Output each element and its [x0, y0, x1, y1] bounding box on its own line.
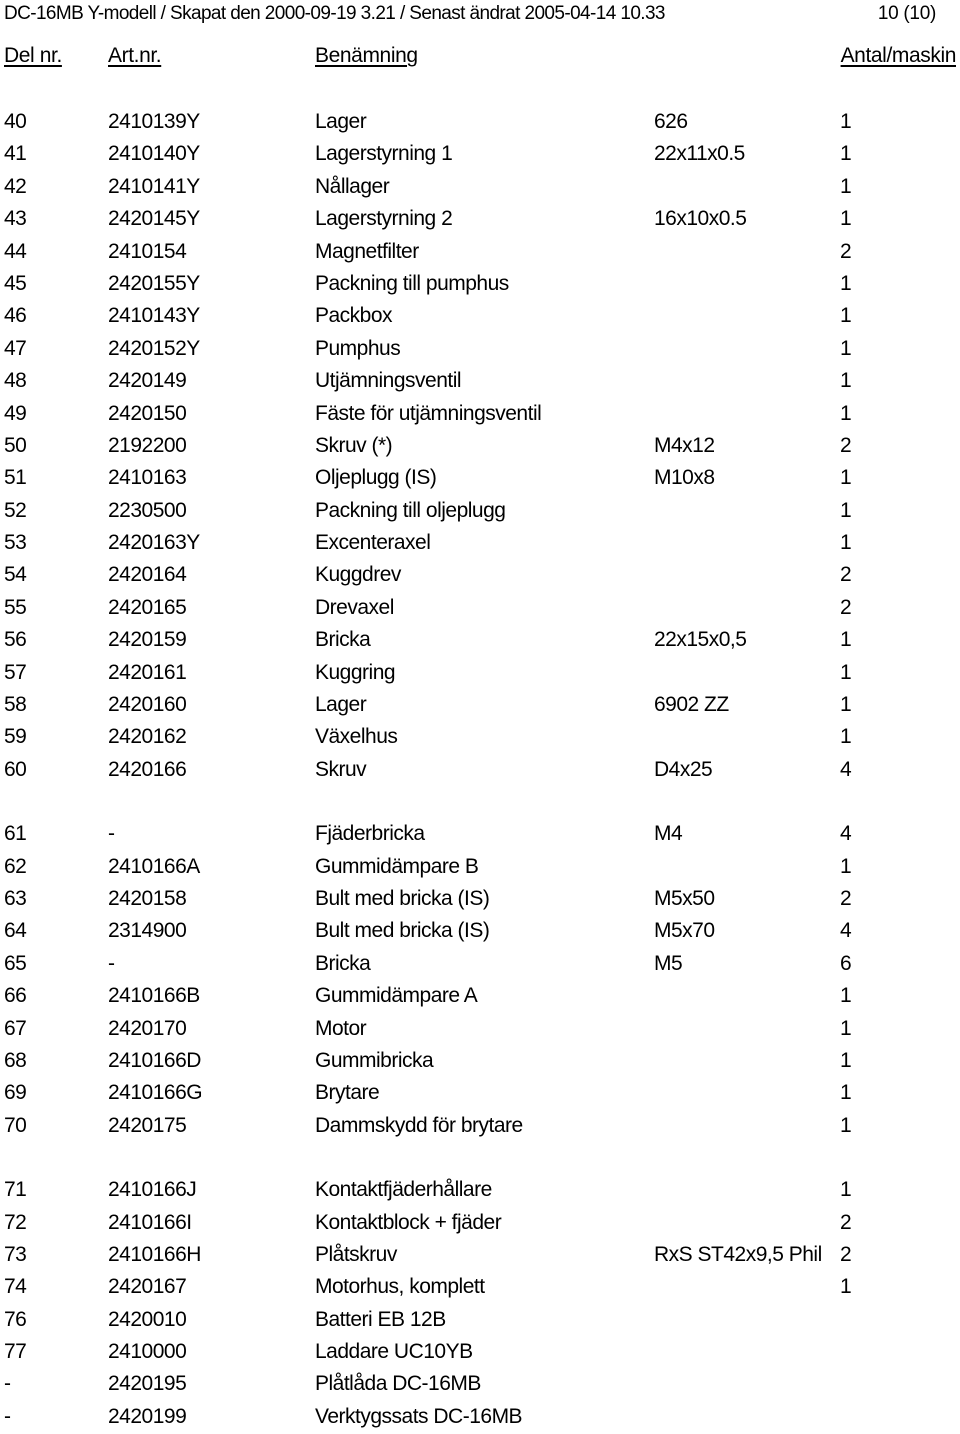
part-number: 48 [4, 369, 27, 393]
part-number: 64 [4, 919, 27, 943]
article-number: 2410143Y [108, 304, 200, 328]
table-row [0, 690, 960, 722]
part-name: Bult med bricka (IS) [315, 886, 490, 910]
article-number: 2192200 [108, 433, 187, 457]
part-number: - [4, 1404, 11, 1428]
article-number: 2410139Y [108, 110, 200, 133]
table-row [0, 625, 960, 657]
part-number: 49 [4, 401, 27, 425]
part-name: Skruv (*) [315, 433, 393, 457]
quantity: 1 [840, 531, 852, 555]
article-number: 2420158 [108, 886, 187, 910]
table-row [0, 1337, 960, 1369]
table-row [0, 1305, 960, 1337]
quantity: 6 [840, 951, 852, 975]
part-name: Kontaktblock + fjäder [315, 1210, 502, 1234]
part-dimension: 6902 ZZ [654, 693, 729, 717]
table-row [0, 1240, 960, 1272]
part-name: Verktygssats DC-16MB [315, 1404, 523, 1428]
part-number: 71 [4, 1178, 27, 1202]
article-number: 2420175 [108, 1113, 187, 1137]
quantity: 1 [840, 401, 852, 425]
part-number: 68 [4, 1048, 27, 1072]
part-name: Utjämningsventil [315, 369, 462, 393]
part-name: Gummidämpare A [315, 984, 478, 1008]
quantity: 1 [840, 174, 852, 198]
part-name: Bricka [315, 628, 371, 652]
part-dimension: 22x15x0,5 [654, 628, 747, 652]
article-number: 2420167 [108, 1275, 187, 1299]
quantity: 1 [840, 628, 852, 652]
part-dimension: 626 [654, 110, 688, 133]
article-number: 2410166H [108, 1242, 201, 1266]
quantity: 1 [840, 336, 852, 360]
table-row [0, 1208, 960, 1240]
part-number: 56 [4, 628, 27, 652]
table-row [0, 884, 960, 916]
article-number: 2420145Y [108, 207, 200, 231]
part-name: Plåtlåda DC-16MB [315, 1372, 481, 1396]
table-row [0, 981, 960, 1013]
article-number: - [108, 822, 115, 846]
quantity: 2 [840, 1242, 852, 1266]
part-number: 63 [4, 886, 27, 910]
part-name: Motor [315, 1016, 367, 1040]
quantity: 4 [840, 919, 852, 943]
table-row [0, 916, 960, 948]
part-name: Batteri EB 12B [315, 1307, 446, 1331]
part-number: 54 [4, 563, 27, 587]
part-number: 53 [4, 531, 27, 555]
table-row [0, 593, 960, 625]
quantity: 1 [840, 1081, 852, 1105]
table-row [0, 1369, 960, 1401]
part-name: Gummibricka [315, 1048, 434, 1072]
part-name: Lager [315, 110, 367, 133]
part-dimension: 16x10x0.5 [654, 207, 747, 231]
table-row [0, 463, 960, 495]
part-number: 42 [4, 174, 27, 198]
quantity: 2 [840, 563, 852, 587]
article-number: 2230500 [108, 498, 187, 522]
part-number: 55 [4, 595, 27, 619]
part-name: Dammskydd för brytare [315, 1113, 523, 1137]
quantity: 2 [840, 1210, 852, 1234]
parts-table [0, 107, 960, 1434]
part-dimension: RxS ST42x9,5 Phil [654, 1242, 822, 1266]
part-name: Excenteraxel [315, 531, 431, 555]
quantity: 1 [840, 693, 852, 717]
quantity: 1 [840, 725, 852, 749]
quantity: 1 [840, 1016, 852, 1040]
part-number: 58 [4, 693, 27, 717]
part-dimension: M4 [654, 822, 683, 846]
quantity: 1 [840, 271, 852, 295]
part-number: 51 [4, 466, 27, 490]
part-name: Lagerstyrning 2 [315, 207, 453, 231]
article-number: 2410166G [108, 1081, 203, 1105]
article-number: 2420170 [108, 1016, 187, 1040]
page-number: 10 (10) [877, 3, 936, 24]
article-number: 2420159 [108, 628, 187, 652]
part-name: Växelhus [315, 725, 398, 749]
column-header-antal: Antal/maskin [840, 44, 956, 67]
part-name: Brytare [315, 1081, 380, 1105]
article-number: 2410163 [108, 466, 187, 490]
article-number: 2420161 [108, 660, 187, 684]
quantity: 1 [840, 369, 852, 393]
article-number: 2420010 [108, 1307, 187, 1331]
article-number: 2410166D [108, 1048, 201, 1072]
part-number: - [4, 1372, 11, 1396]
quantity: 1 [840, 984, 852, 1008]
table-row [0, 722, 960, 754]
article-number: 2410000 [108, 1340, 187, 1364]
quantity: 1 [840, 466, 852, 490]
part-name: Gummidämpare B [315, 854, 479, 878]
part-name: Skruv [315, 757, 367, 781]
table-row [0, 1175, 960, 1207]
column-header-benamning: Benämning [315, 44, 418, 67]
column-header-del-nr: Del nr. [4, 44, 62, 67]
quantity: 1 [840, 1178, 852, 1202]
article-number: 2420155Y [108, 271, 200, 295]
part-number: 45 [4, 271, 27, 295]
part-name: Fäste för utjämningsventil [315, 401, 542, 425]
quantity: 2 [840, 886, 852, 910]
part-name: Kuggring [315, 660, 396, 684]
part-number: 77 [4, 1340, 27, 1364]
part-dimension: M10x8 [654, 466, 715, 490]
table-row [0, 139, 960, 171]
article-number: 2410166I [108, 1210, 192, 1234]
article-number: 2410166A [108, 854, 200, 878]
part-number: 74 [4, 1275, 27, 1299]
article-number: 2410154 [108, 239, 187, 263]
article-number: 2420152Y [108, 336, 200, 360]
table-row [0, 269, 960, 301]
part-name: Bricka [315, 951, 371, 975]
article-number: 2420162 [108, 725, 187, 749]
quantity: 1 [840, 1275, 852, 1299]
part-number: 50 [4, 433, 27, 457]
part-number: 46 [4, 304, 27, 328]
table-row [0, 1014, 960, 1046]
part-name: Pumphus [315, 336, 401, 360]
part-number: 43 [4, 207, 27, 231]
quantity: 1 [840, 142, 852, 166]
part-name: Plåtskruv [315, 1242, 397, 1266]
article-number: 2420160 [108, 693, 187, 717]
quantity: 2 [840, 239, 852, 263]
quantity: 1 [840, 207, 852, 231]
part-name: Laddare UC10YB [315, 1340, 473, 1364]
article-number: 2420195 [108, 1372, 187, 1396]
table-row [0, 301, 960, 333]
part-dimension: 22x11x0.5 [654, 142, 745, 166]
part-number: 66 [4, 984, 27, 1008]
part-number: 61 [4, 822, 27, 846]
article-number: 2410166B [108, 984, 200, 1008]
part-number: 57 [4, 660, 27, 684]
table-row [0, 204, 960, 236]
part-number: 52 [4, 498, 27, 522]
part-name: Kontaktfjäderhållare [315, 1178, 492, 1202]
part-dimension: M5x70 [654, 919, 715, 943]
part-dimension: M4x12 [654, 433, 715, 457]
quantity: 1 [840, 110, 852, 133]
table-row [0, 1111, 960, 1143]
article-number: - [108, 951, 115, 975]
quantity: 1 [840, 660, 852, 684]
quantity: 1 [840, 1048, 852, 1072]
part-name: Packbox [315, 304, 393, 328]
table-row [0, 560, 960, 592]
article-number: 2410140Y [108, 142, 200, 166]
table-row [0, 1402, 960, 1434]
document-header [4, 2, 936, 26]
table-row [0, 399, 960, 431]
table-row [0, 528, 960, 560]
column-header-art-nr: Art.nr. [108, 44, 162, 67]
table-row [0, 431, 960, 463]
part-name: Bult med bricka (IS) [315, 919, 490, 943]
table-row [0, 819, 960, 851]
quantity: 2 [840, 595, 852, 619]
article-number: 2410166J [108, 1178, 197, 1202]
part-name: Packning till oljeplugg [315, 498, 506, 522]
article-number: 2314900 [108, 919, 187, 943]
part-name: Packning till pumphus [315, 271, 509, 295]
part-number: 76 [4, 1307, 27, 1331]
part-dimension: D4x25 [654, 757, 713, 781]
part-number: 72 [4, 1210, 27, 1234]
table-row [0, 172, 960, 204]
quantity: 1 [840, 854, 852, 878]
table-row [0, 107, 960, 139]
quantity: 1 [840, 498, 852, 522]
table-row [0, 334, 960, 366]
table-row [0, 1046, 960, 1078]
document-info: DC-16MB Y-modell / Skapat den 2000-09-19 3.21 / Senast ändrat 2005-04-14 10.33 [4, 3, 665, 24]
table-row [0, 658, 960, 690]
table-row [0, 366, 960, 398]
quantity: 4 [840, 757, 852, 781]
article-number: 2420166 [108, 757, 187, 781]
table-row [0, 496, 960, 528]
part-number: 60 [4, 757, 27, 781]
article-number: 2420165 [108, 595, 187, 619]
part-number: 70 [4, 1113, 27, 1137]
part-number: 41 [4, 142, 27, 166]
part-number: 65 [4, 951, 27, 975]
part-name: Drevaxel [315, 595, 394, 619]
article-number: 2420199 [108, 1404, 187, 1428]
table-row [0, 1078, 960, 1110]
part-number: 73 [4, 1242, 27, 1266]
article-number: 2420164 [108, 563, 187, 587]
quantity: 1 [840, 1113, 852, 1137]
part-dimension: M5 [654, 951, 683, 975]
part-number: 67 [4, 1016, 27, 1040]
part-name: Oljeplugg (IS) [315, 466, 437, 490]
part-name: Lager [315, 693, 367, 717]
table-row [0, 755, 960, 787]
quantity: 4 [840, 822, 852, 846]
table-row [0, 1272, 960, 1304]
table-row [0, 949, 960, 981]
part-name: Kuggdrev [315, 563, 401, 587]
part-number: 44 [4, 239, 27, 263]
article-number: 2410141Y [108, 174, 200, 198]
article-number: 2420149 [108, 369, 187, 393]
part-number: 40 [4, 110, 27, 133]
part-name: Nållager [315, 174, 390, 198]
part-dimension: M5x50 [654, 886, 715, 910]
table-row [0, 237, 960, 269]
part-number: 47 [4, 336, 27, 360]
part-number: 59 [4, 725, 27, 749]
part-name: Magnetfilter [315, 239, 419, 263]
part-number: 62 [4, 854, 27, 878]
quantity: 2 [840, 433, 852, 457]
quantity: 1 [840, 304, 852, 328]
article-number: 2420163Y [108, 531, 200, 555]
article-number: 2420150 [108, 401, 187, 425]
table-row [0, 852, 960, 884]
part-name: Motorhus, komplett [315, 1275, 485, 1299]
part-name: Fjäderbricka [315, 822, 425, 846]
part-name: Lagerstyrning 1 [315, 142, 453, 166]
part-number: 69 [4, 1081, 27, 1105]
